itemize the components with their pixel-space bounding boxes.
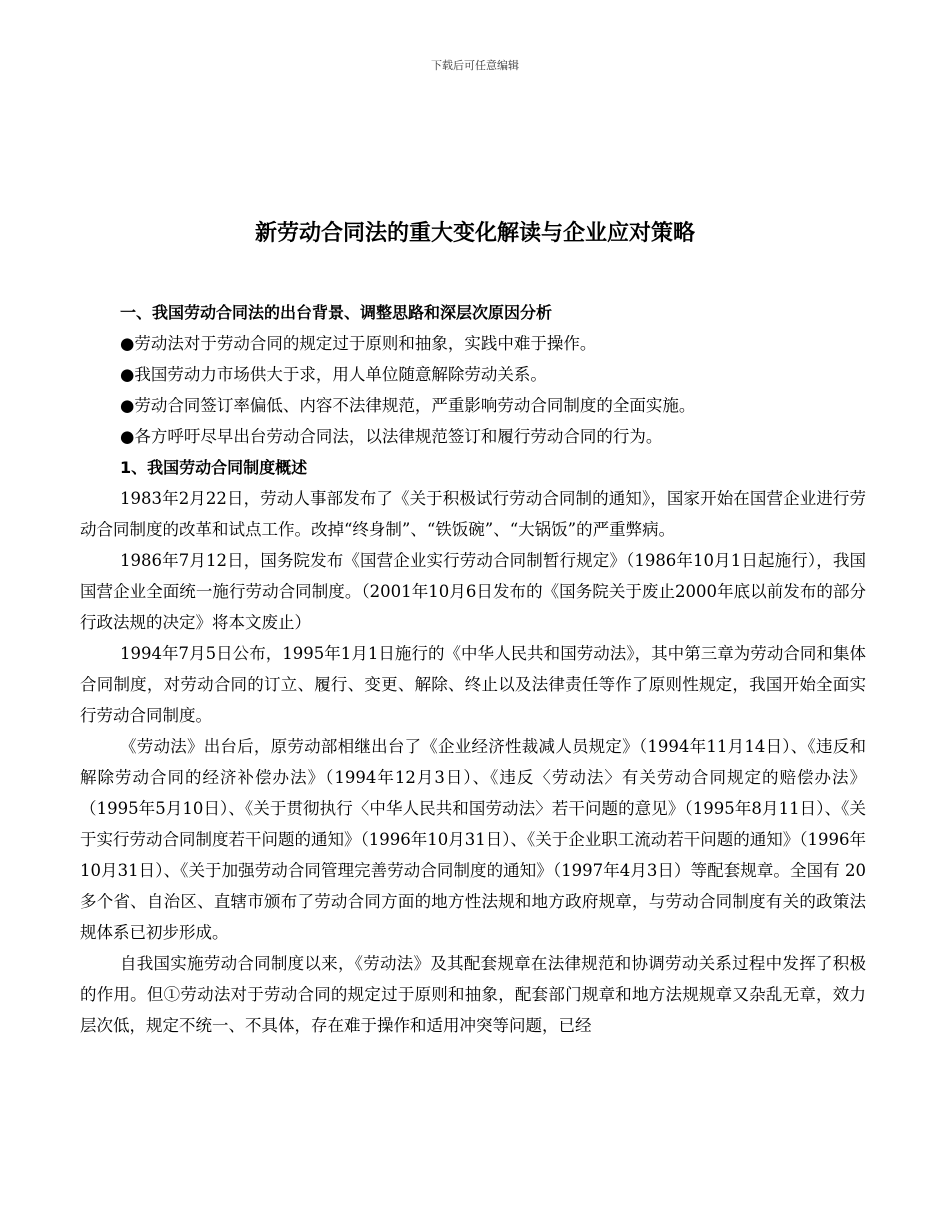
- paragraph: 1983年2月22日，劳动人事部发布了《关于积极试行劳动合同制的通知》，国家开始在国营企业进行劳动合同制度的改革和试点工作。改掉“终身制”、“铁饭碗”、“大锅饭”的严重弊病。: [80, 489, 866, 539]
- bullet-item: ●我国劳动力市场供大于求，用人单位随意解除劳动关系。: [120, 365, 547, 384]
- section-heading: 一、我国劳动合同法的出台背景、调整思路和深层次原因分析: [120, 303, 553, 322]
- paragraph: 1986年7月12日，国务院发布《国营企业实行劳动合同制暂行规定》（1986年10月1日起施行），我国国营企业全面统一施行劳动合同制度。（2001年10月6日发布的《国务院关于废止2000年底以前发布的部分行政法规的决定》将本文废止）: [80, 551, 866, 632]
- paragraph: 《劳动法》出台后，原劳动部相继出台了《企业经济性裁减人员规定》（1994年11月14日）、《违反和解除劳动合同的经济补偿办法》（1994年12月3日）、《违反〈劳动法〉有关劳动合同规定的赔偿办法》（1995年5月10日）、《关于贯彻执行〈中华人民共和国劳动法〉若干问题的意见》（1995年8月11日）、《关于实行劳动合同制度若干问题的通知》（1996年10月31日）、《关于企业职工流动若干问题的通知》（1996年10月31日）、《关于加强劳动合同管理完善劳动合同制度的通知》（1997年4月3日）等配套规章。全国有 20 多个省、自治区、直辖市颁布了劳动合同方面的地方性法规和地方政府规章，与劳动合同制度有关的政策法规体系已初步形成。: [80, 737, 866, 942]
- bullet-item: ●各方呼吁尽早出台劳动合同法，以法律规范签订和履行劳动合同的行为。: [120, 427, 663, 446]
- header-note: 下载后可任意编辑: [431, 59, 519, 72]
- document-body: [80, 297, 866, 1041]
- bullet-item: ●劳动合同签订率偏低、内容不法律规范，严重影响劳动合同制度的全面实施。: [120, 396, 696, 415]
- document-title: 新劳动合同法的重大变化解读与企业应对策略: [254, 221, 695, 246]
- bullet-item: ●劳动法对于劳动合同的规定过于原则和抽象，实践中难于操作。: [120, 334, 597, 353]
- subsection-heading: 1、我国劳动合同制度概述: [120, 458, 308, 477]
- paragraph: 1994年7月5日公布，1995年1月1日施行的《中华人民共和国劳动法》，其中第三章为劳动合同和集体合同制度，对劳动合同的订立、履行、变更、解除、终止以及法律责任等作了原则性规定，我国开始全面实行劳动合同制度。: [80, 644, 866, 725]
- paragraph: 自我国实施劳动合同制度以来，《劳动法》及其配套规章在法律规范和协调劳动关系过程中发挥了积极的作用。但①劳动法对于劳动合同的规定过于原则和抽象，配套部门规章和地方法规规章又杂乱无章，效力层次低，规定不统一、不具体，存在难于操作和适用冲突等问题，已经: [80, 954, 866, 1035]
